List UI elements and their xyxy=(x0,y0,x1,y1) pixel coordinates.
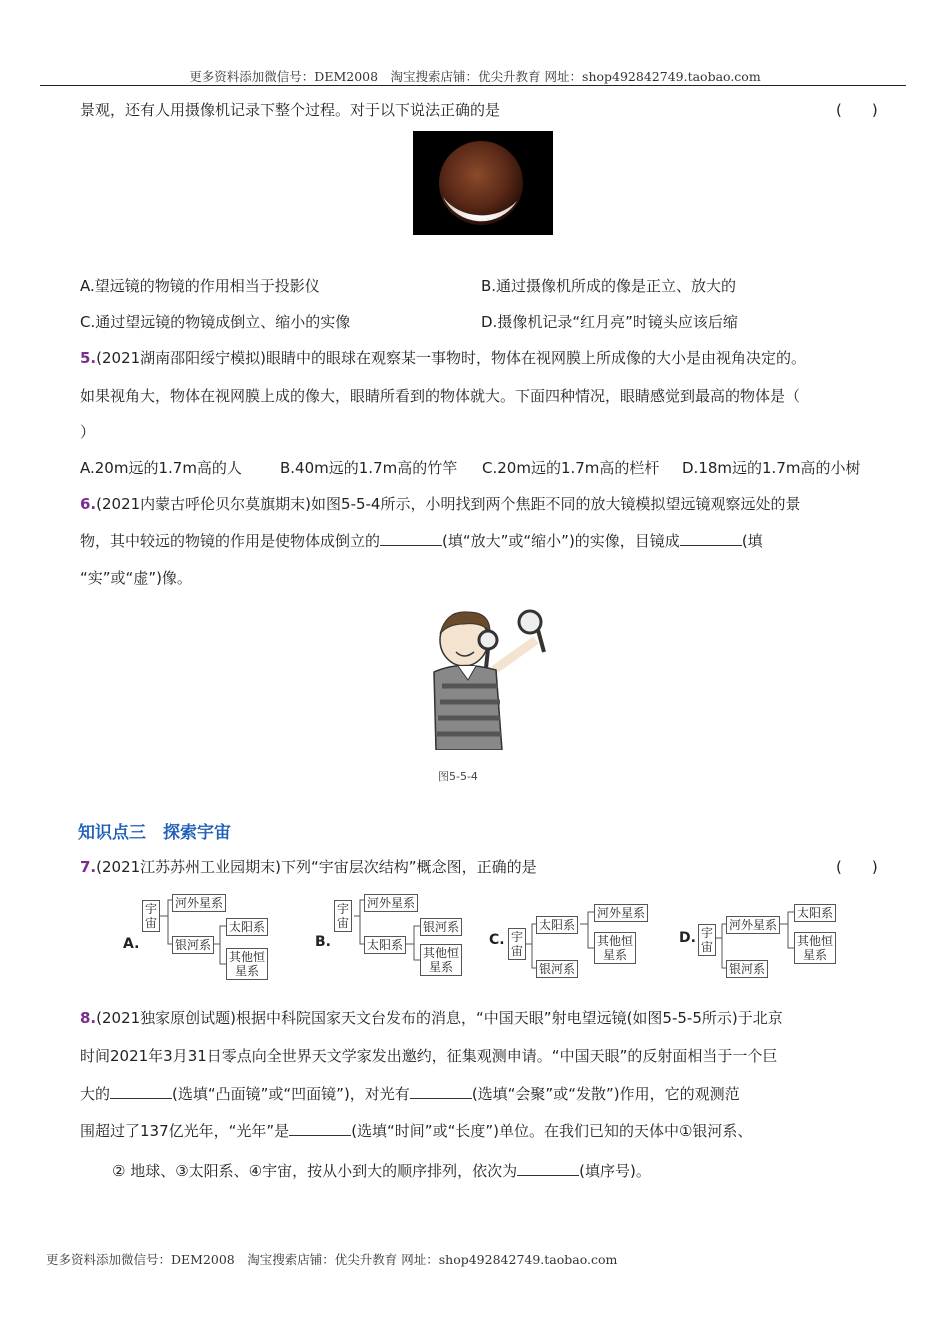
q7-b-b1: 河外星系 xyxy=(364,894,418,912)
q6-blank-1[interactable] xyxy=(380,531,442,546)
q6-number: 6. xyxy=(80,495,97,513)
q7-a-b2: 银河系 xyxy=(172,936,214,954)
q6-line-3: “实”或“虚”)像。 xyxy=(80,569,192,587)
q7-a-c2: 其他恒星系 xyxy=(226,948,268,980)
red-moon-photo xyxy=(413,131,553,235)
q7-option-a-label: A. xyxy=(123,936,140,952)
q8-line-3: 大的 (选填“凸面镜”或“凹面镜”)，对光有 (选填“会聚”或“发散”)作用，它的观测范 xyxy=(80,1085,740,1103)
q4-option-c: C.通过望远镜的物镜成倒立、缩小的实像 xyxy=(80,313,351,331)
q7-d-b1: 河外星系 xyxy=(726,916,780,934)
q5-number: 5. xyxy=(80,349,97,367)
q6-blank-2[interactable] xyxy=(680,531,742,546)
q7-a-c1: 太阳系 xyxy=(226,918,268,936)
q8-line-2: 时间2021年3月31日零点向全世界天文学家发出邀约，征集观测申请。“中国天眼”的反射面相当于一个巨 xyxy=(80,1047,778,1065)
q7-diagram-c[interactable] xyxy=(486,894,656,984)
q7-option-b-label: B. xyxy=(315,934,331,950)
q6-line-1: 6.(2021内蒙古呼伦贝尔莫旗期末)如图5-5-4所示，小明找到两个焦距不同的放大镜模拟望远镜观察远处的景 xyxy=(80,495,801,513)
q5-option-c: C.20m远的1.7m高的栏杆 xyxy=(482,459,660,477)
q7-c-c1: 河外星系 xyxy=(594,904,648,922)
q7-diagram-d[interactable] xyxy=(676,894,846,984)
q4-option-d: D.摄像机记录“红月亮”时镜头应该后缩 xyxy=(481,313,738,331)
q7-stem: 7.(2021江苏苏州工业园期末)下列“宇宙层次结构”概念图，正确的是 xyxy=(80,858,537,876)
q5-option-a: A.20m远的1.7m高的人 xyxy=(80,459,242,477)
q8-number: 8. xyxy=(80,1009,97,1027)
q5-line-2: 如果视角大，物体在视网膜上成的像大，眼睛所看到的物体就大。下面四种情况，眼睛感觉到最高的物体是（ xyxy=(80,387,801,405)
q7-a-b1: 河外星系 xyxy=(172,894,226,912)
q7-b-c1: 银河系 xyxy=(420,918,462,936)
q7-b-root: 宇宙 xyxy=(334,900,352,932)
q7-option-c-label: C. xyxy=(489,932,505,948)
q8-blank-2[interactable] xyxy=(410,1084,472,1099)
q8-line-1: 8.(2021独家原创试题)根据中科院国家天文台发布的消息，“中国天眼”射电望远镜(如图5-5-5所示)于北京 xyxy=(80,1009,783,1027)
q7-c-root: 宇宙 xyxy=(508,928,526,960)
q6-line-2: 物，其中较远的物镜的作用是使物体成倒立的 (填“放大”或“缩小”)的实像，目镜成 (填 xyxy=(80,532,763,550)
q7-diagram-a[interactable] xyxy=(120,894,290,984)
q7-option-d-label: D. xyxy=(679,930,696,946)
q7-c-c2: 其他恒星系 xyxy=(594,932,636,964)
q4-answer-paren: ( ) xyxy=(836,101,878,119)
header-divider xyxy=(40,85,906,86)
figure-caption-5-5-4: 图5-5-4 xyxy=(438,770,478,783)
q5-option-d: D.18m远的1.7m高的小树 xyxy=(682,459,861,477)
q7-b-c2: 其他恒星系 xyxy=(420,944,462,976)
q8-blank-1[interactable] xyxy=(110,1084,172,1099)
q4-option-a: A.望远镜的物镜的作用相当于投影仪 xyxy=(80,277,320,295)
q7-d-c2: 其他恒星系 xyxy=(794,932,836,964)
section-title: 知识点三 探索宇宙 xyxy=(78,823,231,843)
q7-a-root: 宇宙 xyxy=(142,900,160,932)
q8-blank-4[interactable] xyxy=(517,1161,579,1176)
q7-c-b2: 银河系 xyxy=(536,960,578,978)
boy-with-magnifiers-figure xyxy=(412,600,558,750)
page-footer: 更多资料添加微信号：DEM2008 淘宝搜索店铺：优尖升教育 网址：shop492842749.taobao.com xyxy=(46,1252,618,1267)
q5-line-3: ） xyxy=(80,423,96,441)
q5-option-b: B.40m远的1.7m高的竹竿 xyxy=(280,459,458,477)
q7-b-b2: 太阳系 xyxy=(364,936,406,954)
q5-line-1: 5.(2021湖南邵阳绥宁模拟)眼睛中的眼球在观察某一事物时，物体在视网膜上所成像的大小是由视角决定的。 xyxy=(80,349,807,367)
q4-stem-tail: 景观，还有人用摄像机记录下整个过程。对于以下说法正确的是 xyxy=(80,101,501,119)
page-header: 更多资料添加微信号：DEM2008 淘宝搜索店铺：优尖升教育 网址：shop492842749.taobao.com xyxy=(189,69,761,84)
q7-answer-paren: ( ) xyxy=(836,858,878,876)
q7-d-b2: 银河系 xyxy=(726,960,768,978)
q8-line-5: ② 地球、③太阳系、④宇宙，按从小到大的顺序排列，依次为 (填序号)。 xyxy=(112,1162,651,1180)
q7-diagram-b[interactable] xyxy=(312,894,482,984)
q8-line-4: 围超过了137亿光年，“光年”是 (选填“时间”或“长度”)单位。在我们已知的天体中①银河系、 xyxy=(80,1122,753,1140)
q7-d-c1: 太阳系 xyxy=(794,904,836,922)
q7-c-b1: 太阳系 xyxy=(536,916,578,934)
q7-number: 7. xyxy=(80,858,97,876)
q8-blank-3[interactable] xyxy=(289,1121,351,1136)
q7-d-root: 宇宙 xyxy=(698,924,716,956)
q4-option-b: B.通过摄像机所成的像是正立、放大的 xyxy=(481,277,737,295)
